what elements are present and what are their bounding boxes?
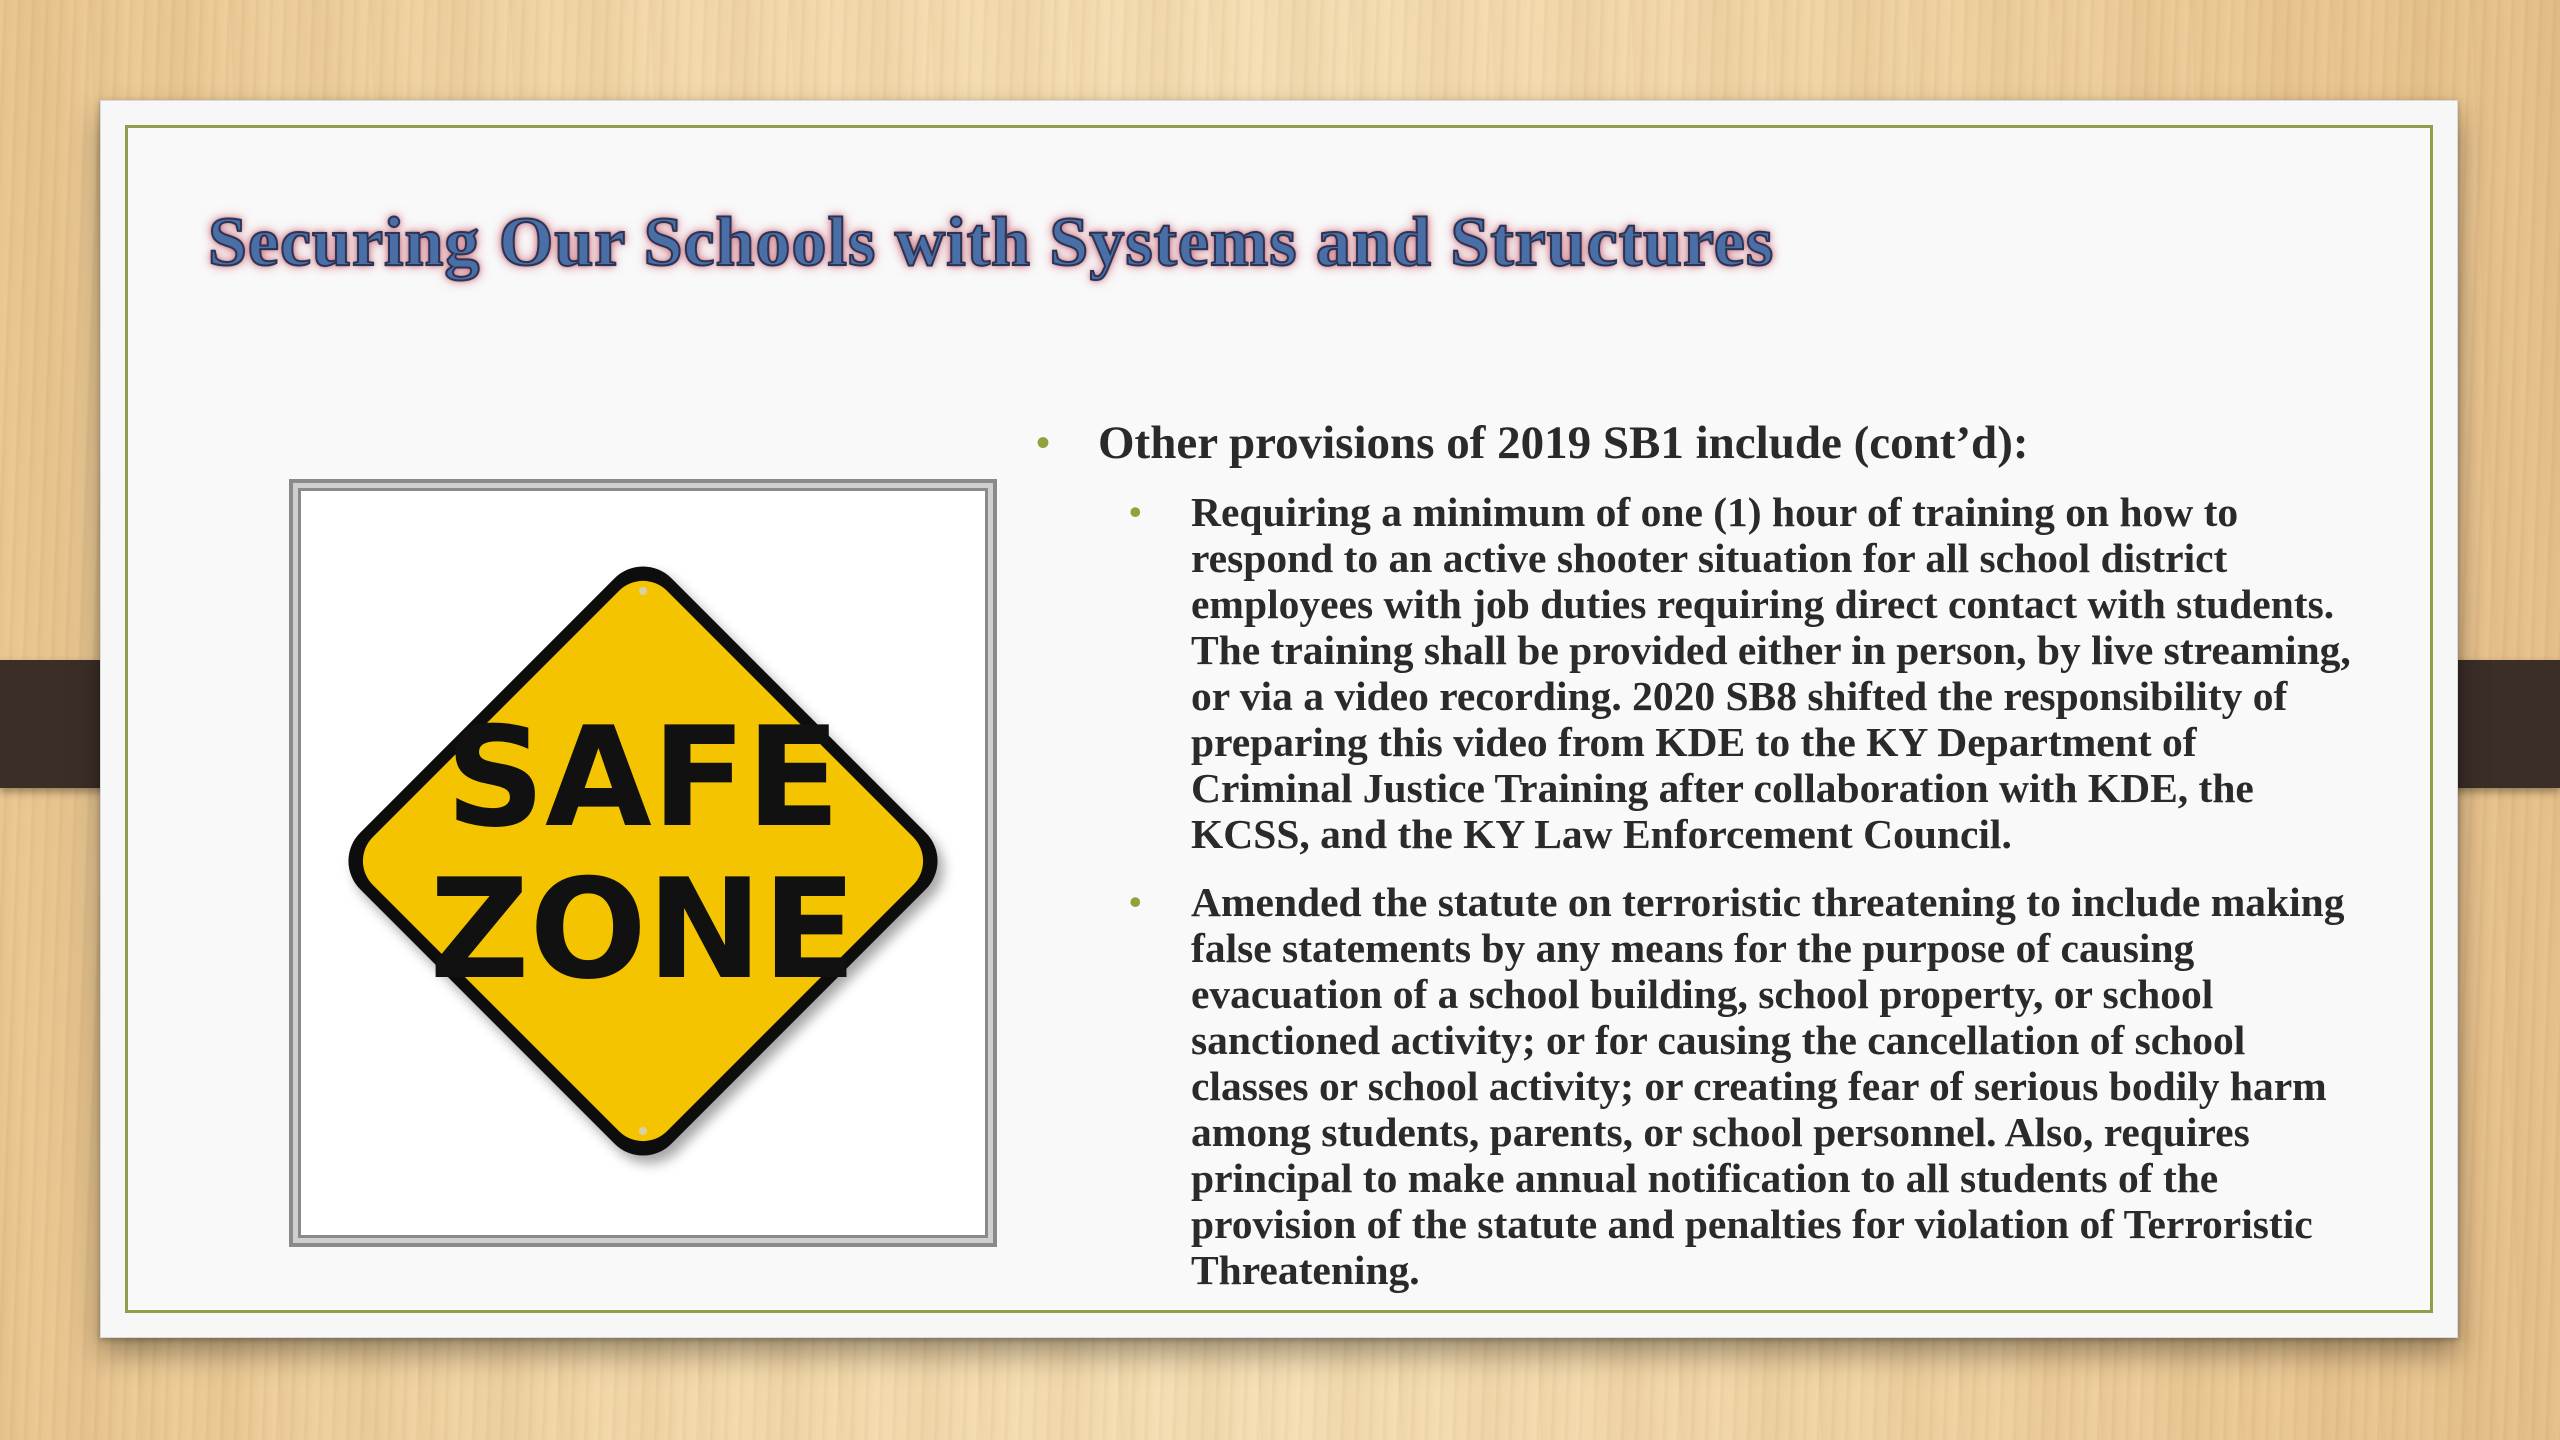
safe-zone-image (289, 479, 997, 1247)
sub-bullet-text: Requiring a minimum of one (1) hour of training on how to respond to an active shooter situation for all school district employees with job duties requiring direct contact with students. The training shall be provided either in person, by live streaming, or via a video recording. 2020 SB8 shifted the responsibility of preparing this video from KDE to the KY Department of Criminal Justice Training after collaboration with KDE, the KCSS, and the KY Law Enforcement Council. (1191, 489, 2351, 857)
safe-zone-sign-icon (305, 495, 981, 1231)
main-bullet-text: Other provisions of 2019 SB1 include (cont’d): (1098, 417, 2029, 469)
slide-title: Securing Our Schools with Systems and Structures (207, 204, 1775, 281)
bullet-content (1036, 411, 2361, 1293)
sub-bullet (1129, 879, 2361, 1293)
sub-bullet-text: Amended the statute on terroristic threatening to include making false statements by any means for the purpose of causing evacuation of a school building, school property, or school sanctioned activity; or for causing the cancellation of school classes or school activity; or creating fear of serious bodily harm among students, parents, or school personnel. Also, requires principal to make annual notification to all students of the provision of the statute and penalties for violation of Terroristic Threatening. (1191, 879, 2345, 1293)
sub-bullet (1129, 489, 2361, 857)
bullet-icon: • (1129, 882, 1142, 922)
main-bullet (1036, 411, 2361, 475)
bullet-icon: • (1129, 492, 1142, 532)
sign-text-zone: ZONE (429, 849, 857, 1010)
slide-card (100, 100, 2458, 1338)
bullet-icon: • (1036, 420, 1051, 465)
sign-text-safe: SAFE (445, 697, 841, 858)
